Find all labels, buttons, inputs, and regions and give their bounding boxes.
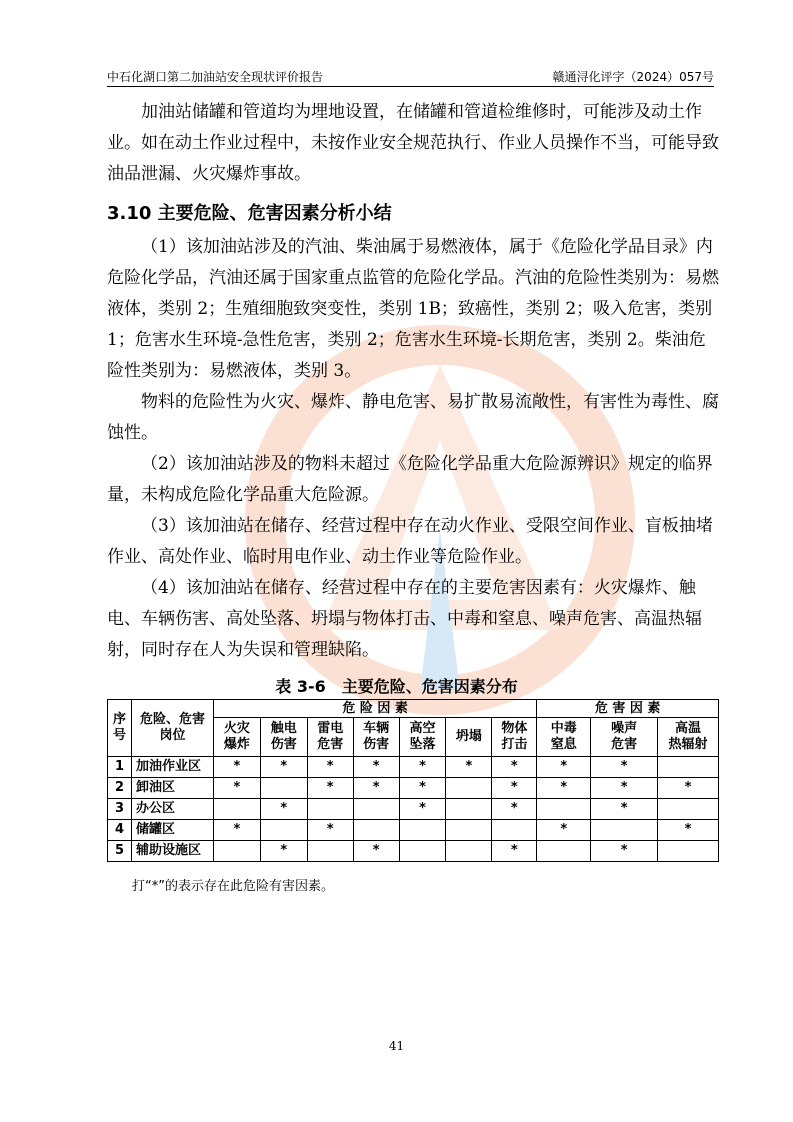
- summary-section: [107, 198, 719, 666]
- factor-mark-cell: [658, 757, 719, 778]
- summary-paragraph-2: 物料的危险性为火灾、爆炸、静电危害、易扩散易流敞性，有害性为毒性、腐蚀性。: [107, 392, 719, 443]
- row-number: 2: [108, 778, 132, 799]
- factor-mark-cell: *: [591, 757, 658, 778]
- row-number: 3: [108, 799, 132, 820]
- intro-paragraph: 加油站储罐和管道均为埋地设置，在储罐和管道检维修时，可能涉及动土作业。如在动土作业过程中，未按作业安全规范执行、作业人员操作不当，可能导致油品泄漏、火灾爆炸事故。: [107, 102, 719, 184]
- factor-mark-cell: *: [307, 778, 353, 799]
- factor-mark-cell: [446, 820, 492, 841]
- harm-factor-header: 高温 热辐射: [658, 718, 719, 757]
- table-row: [108, 757, 719, 778]
- summary-paragraph-5: （4）该加油站在储存、经营过程中存在的主要危害因素有：火灾爆炸、触电、车辆伤害、高处坠落、坍塌与物体打击、中毒和窒息、噪声危害、高温热辐射，同时存在人为失误和管理缺陷。: [107, 578, 702, 660]
- factor-mark-cell: *: [658, 778, 719, 799]
- row-area: 加油作业区: [131, 757, 213, 778]
- factor-mark-cell: [213, 799, 260, 820]
- table-row: [108, 841, 719, 862]
- row-area: 储罐区: [131, 820, 213, 841]
- factor-mark-cell: [307, 841, 353, 862]
- table-row: [108, 820, 719, 841]
- factor-mark-cell: *: [260, 841, 307, 862]
- factor-mark-cell: [658, 841, 719, 862]
- summary-paragraph-3: （2）该加油站涉及的物料未超过《危险化学品重大危险源辨识》规定的临界量，未构成危险化学品重大危险源。: [107, 454, 713, 505]
- factor-mark-cell: *: [399, 799, 446, 820]
- factor-mark-cell: *: [213, 757, 260, 778]
- row-area: 办公区: [131, 799, 213, 820]
- factor-mark-cell: *: [537, 757, 591, 778]
- table-caption: 表 3-6 主要危险、危害因素分布: [275, 677, 518, 696]
- factor-mark-cell: *: [307, 820, 353, 841]
- factor-mark-cell: *: [213, 778, 260, 799]
- factor-mark-cell: [492, 820, 537, 841]
- factor-mark-cell: [446, 778, 492, 799]
- factor-mark-cell: [307, 799, 353, 820]
- factor-mark-cell: *: [353, 757, 399, 778]
- page-header: [107, 64, 714, 87]
- factor-mark-cell: *: [492, 778, 537, 799]
- factor-mark-cell: [537, 841, 591, 862]
- factor-mark-cell: [591, 820, 658, 841]
- factor-mark-cell: *: [537, 778, 591, 799]
- danger-factor-header: 高空 坠落: [399, 718, 446, 757]
- factor-mark-cell: [537, 799, 591, 820]
- factor-mark-cell: *: [213, 820, 260, 841]
- factor-mark-cell: *: [492, 757, 537, 778]
- harm-factor-header: 中毒 窒息: [537, 718, 591, 757]
- page-number: 41: [388, 1039, 405, 1053]
- section-title: 3.10 主要危险、危害因素分析小结: [107, 203, 392, 224]
- row-area: 卸油区: [131, 778, 213, 799]
- table-row: [108, 778, 719, 799]
- header-report-title: 中石化湖口第二加油站安全现状评价报告: [107, 70, 324, 84]
- intro-section: [107, 97, 719, 190]
- factor-mark-cell: *: [591, 778, 658, 799]
- col-header-area: 危险、危害 岗位: [131, 700, 213, 757]
- factor-mark-cell: [446, 841, 492, 862]
- factor-mark-cell: *: [492, 799, 537, 820]
- factor-mark-cell: [353, 799, 399, 820]
- factor-mark-cell: *: [492, 841, 537, 862]
- factor-mark-cell: *: [353, 778, 399, 799]
- factor-mark-cell: [658, 799, 719, 820]
- danger-factor-header: 触电 伤害: [260, 718, 307, 757]
- header-report-number: 赣通浔化评字（2024）057号: [552, 70, 714, 84]
- factor-mark-cell: *: [591, 799, 658, 820]
- factor-mark-cell: *: [307, 757, 353, 778]
- danger-factor-header: 火灾 爆炸: [213, 718, 260, 757]
- danger-factor-header: 坍塌: [446, 718, 492, 757]
- factor-mark-cell: [399, 841, 446, 862]
- row-area: 辅助设施区: [131, 841, 213, 862]
- factor-mark-cell: *: [260, 757, 307, 778]
- table-row: [108, 799, 719, 820]
- factor-mark-cell: *: [399, 778, 446, 799]
- row-number: 1: [108, 757, 132, 778]
- factor-mark-cell: *: [591, 841, 658, 862]
- factor-mark-cell: *: [537, 820, 591, 841]
- hazard-distribution-table: [107, 699, 719, 862]
- factor-mark-cell: [260, 778, 307, 799]
- factor-mark-cell: [399, 820, 446, 841]
- factor-mark-cell: [213, 841, 260, 862]
- factor-mark-cell: [446, 799, 492, 820]
- summary-paragraph-1: （1）该加油站涉及的汽油、柴油属于易燃液体，属于《危险化学品目录》内危险化学品，汽油还属于国家重点监管的危险化学品。汽油的危险性类别为：易燃液体，类别 2；生殖细胞致突变性，类别 1B；致癌性，类别 2；吸入危害，类别 1；危害水生环境-急性危害，类别 2；危害水生环境-长期危害，类别 2。柴油危险性类别为：易燃液体，类别 3。: [107, 237, 719, 381]
- danger-factor-header: 车辆 伤害: [353, 718, 399, 757]
- row-number: 4: [108, 820, 132, 841]
- factor-mark-cell: [353, 820, 399, 841]
- factor-mark-cell: [260, 820, 307, 841]
- table-note: 打“*”的表示存在此危险有害因素。: [132, 879, 334, 894]
- summary-paragraph-4: （3）该加油站在储存、经营过程中存在动火作业、受限空间作业、盲板抽堵作业、高处作业、临时用电作业、动土作业等危险作业。: [107, 516, 713, 567]
- danger-factor-header: 物体 打击: [492, 718, 537, 757]
- danger-factor-header: 雷电 危害: [307, 718, 353, 757]
- group-header-harm: 危 害 因 素: [537, 700, 719, 718]
- factor-mark-cell: *: [260, 799, 307, 820]
- harm-factor-header: 噪声 危害: [591, 718, 658, 757]
- factor-mark-cell: *: [399, 757, 446, 778]
- factor-mark-cell: *: [353, 841, 399, 862]
- factor-mark-cell: *: [658, 820, 719, 841]
- col-header-no: 序 号: [108, 700, 132, 757]
- row-number: 5: [108, 841, 132, 862]
- group-header-danger: 危 险 因 素: [213, 700, 536, 718]
- factor-mark-cell: *: [446, 757, 492, 778]
